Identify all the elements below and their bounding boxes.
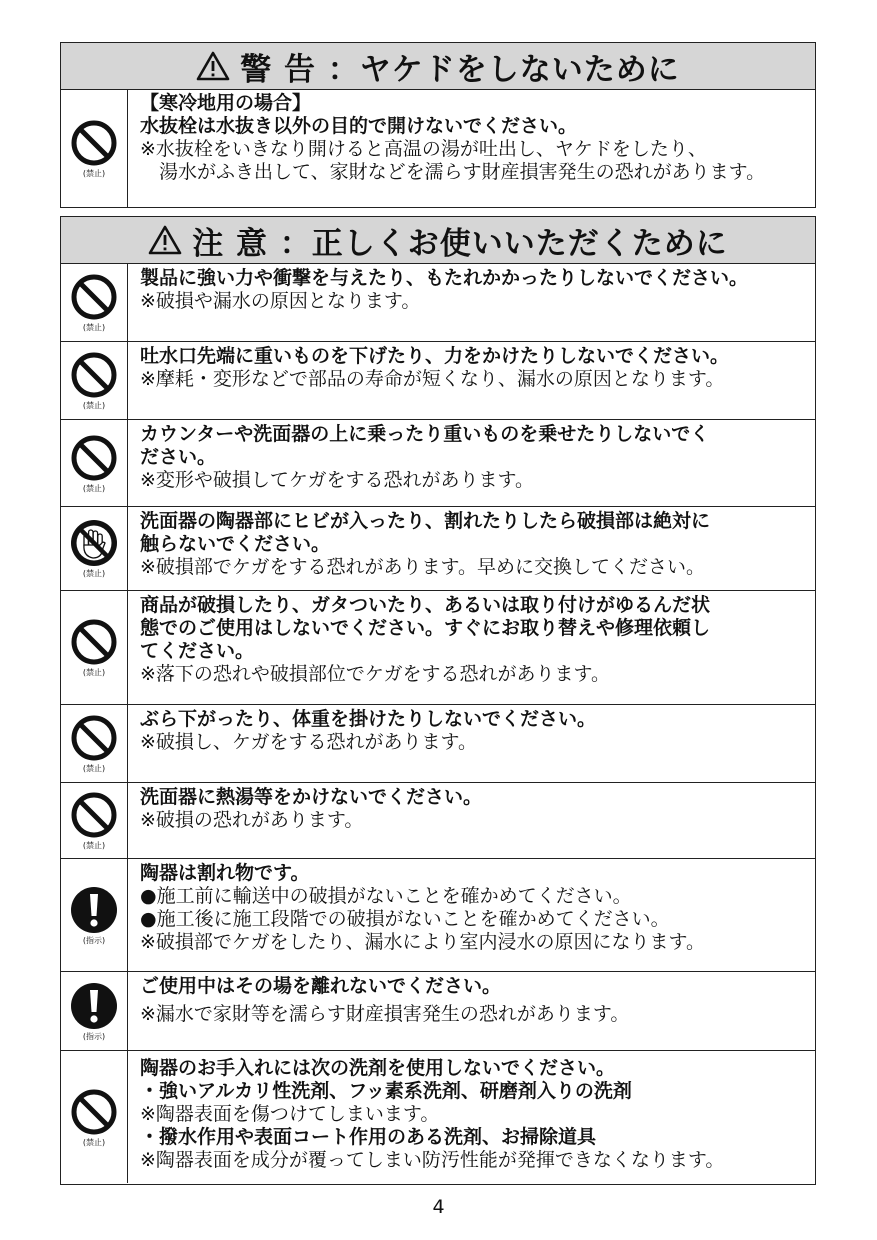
caution-header <box>61 217 815 264</box>
icon-caption: (禁止) <box>82 169 106 178</box>
caution-line: ※摩耗・変形などで部品の寿命が短くなり、漏水の原因となります。 <box>140 368 725 390</box>
text-cell <box>128 342 815 419</box>
mandatory-exclamation-icon <box>69 885 119 935</box>
caution-line: ださい。 <box>140 446 217 468</box>
warning-line: 湯水がふき出して、家財などを濡らす財産損害発生の恐れがあります。 <box>159 161 766 183</box>
prohibition-icon <box>69 350 119 400</box>
icon-cell <box>61 783 128 858</box>
caution-row <box>61 506 815 590</box>
caution-row <box>61 858 815 971</box>
warning-line: ※水抜栓をいきなり開けると高温の湯が吐出し、ヤケドをしたり、 <box>140 138 707 160</box>
prohibition-icon <box>69 617 119 667</box>
caution-line: てください。 <box>140 640 255 662</box>
icon-caption: (指示) <box>82 1031 106 1041</box>
caution-line: ・撥水作用や表面コート作用のある洗剤、お掃除道具 <box>140 1126 597 1148</box>
caution-line: ※落下の恐れや破損部位でケガをする恐れがあります。 <box>140 663 611 685</box>
caution-row <box>61 1050 815 1183</box>
caution-line: ご使用中はその場を離れないでください。 <box>140 975 502 997</box>
caution-line: ●施工後に施工段階での破損がないことを確かめてください。 <box>140 908 670 930</box>
icon-caption: (禁止) <box>82 668 106 677</box>
caution-line: 陶器のお手入れには次の洗剤を使用しないでください。 <box>140 1057 616 1079</box>
caution-triangle-icon <box>148 225 182 255</box>
mandatory-exclamation-icon <box>69 981 119 1031</box>
caution-line: 製品に強い力や衝撃を与えたり、もたれかかったりしないでください。 <box>140 267 749 289</box>
prohibition-icon <box>69 272 119 322</box>
prohibition-icon <box>69 1087 119 1137</box>
icon-cell <box>61 90 128 207</box>
caution-line: ※破損し、ケガをする恐れがあります。 <box>140 731 478 753</box>
caution-line: ※破損の恐れがあります。 <box>140 809 364 831</box>
caution-line: ※陶器表面を成分が覆ってしまい防汚性能が発揮できなくなります。 <box>140 1149 725 1171</box>
caution-line: ぶら下がったり、体重を掛けたりしないでください。 <box>140 708 597 730</box>
caution-line: 商品が破損したり、ガタついたり、あるいは取り付けがゆるんだ状 <box>140 594 711 616</box>
caution-line: ●施工前に輸送中の破損がないことを確かめてください。 <box>140 885 632 907</box>
warning-row <box>61 90 815 207</box>
caution-title: 注 意 ：正しくお使いいただくために <box>192 225 728 262</box>
caution-line: カウンターや洗面器の上に乗ったり重いものを乗せたりしないでく <box>140 423 710 445</box>
caution-line: 吐水口先端に重いものを下げたり、力をかけたりしないでください。 <box>140 345 730 367</box>
text-cell <box>128 420 815 506</box>
icon-cell <box>61 705 128 782</box>
warning-line: 【寒冷地用の場合】 <box>140 92 312 114</box>
text-cell <box>128 507 815 590</box>
warning-header <box>61 43 815 90</box>
caution-line: ・強いアルカリ性洗剤、フッ素系洗剤、研磨剤入りの洗剤 <box>140 1080 632 1102</box>
caution-row <box>61 782 815 858</box>
caution-line: 洗面器に熱湯等をかけないでください。 <box>140 786 483 808</box>
warning-box <box>60 42 816 208</box>
caution-line: ※変形や破損してケガをする恐れがあります。 <box>140 469 535 491</box>
prohibition-icon <box>69 713 119 763</box>
caution-line: ※破損部でケガをする恐れがあります。早めに交換してください。 <box>140 556 706 578</box>
text-cell <box>128 264 815 341</box>
icon-caption: (禁止) <box>82 401 106 410</box>
caution-line: ※破損や漏水の原因となります。 <box>140 290 421 312</box>
warning-triangle-icon <box>196 51 230 81</box>
text-cell <box>128 783 815 858</box>
caution-line: 態でのご使用はしないでください。すぐにお取り替えや修理依頼し <box>140 617 711 639</box>
caution-row <box>61 590 815 704</box>
caution-line: 陶器は割れ物です。 <box>140 862 310 884</box>
icon-cell <box>61 420 128 506</box>
prohibition-icon <box>69 790 119 840</box>
caution-line: 触らないでください。 <box>140 533 331 555</box>
icon-cell <box>61 342 128 419</box>
caution-line: ※漏水で家財等を濡らす財産損害発生の恐れがあります。 <box>140 1003 630 1025</box>
text-cell <box>128 705 815 782</box>
do-not-touch-icon <box>69 518 119 568</box>
caution-row <box>61 341 815 419</box>
icon-caption: (指示) <box>82 935 106 945</box>
caution-row <box>61 971 815 1050</box>
prohibition-icon <box>69 118 119 168</box>
icon-cell <box>61 264 128 341</box>
caution-row <box>61 264 815 341</box>
icon-caption: (禁止) <box>82 764 106 773</box>
page-number: 4 <box>432 1196 445 1218</box>
icon-cell <box>61 591 128 704</box>
warning-title: 警 告 ：ヤケドをしないために <box>240 51 680 88</box>
icon-cell <box>61 507 128 590</box>
text-cell <box>128 90 815 207</box>
caution-box <box>60 216 816 1185</box>
text-cell <box>128 1051 815 1183</box>
icon-caption: (禁止) <box>82 569 106 578</box>
caution-row <box>61 419 815 506</box>
icon-caption: (禁止) <box>82 323 106 332</box>
prohibition-icon <box>69 433 119 483</box>
icon-cell <box>61 859 128 971</box>
text-cell <box>128 972 815 1050</box>
caution-line: ※陶器表面を傷つけてしまいます。 <box>140 1103 440 1125</box>
caution-line: ※破損部でケガをしたり、漏水により室内浸水の原因になります。 <box>140 931 706 953</box>
icon-cell <box>61 1051 128 1183</box>
icon-caption: (禁止) <box>82 841 106 850</box>
icon-caption: (禁止) <box>82 1137 106 1147</box>
text-cell <box>128 591 815 704</box>
caution-line: 洗面器の陶器部にヒビが入ったり、割れたりしたら破損部は絶対に <box>140 510 711 532</box>
warning-line: 水抜栓は水抜き以外の目的で開けないでください。 <box>140 115 578 137</box>
icon-cell <box>61 972 128 1050</box>
icon-caption: (禁止) <box>82 483 106 493</box>
text-cell <box>128 859 815 971</box>
caution-row <box>61 704 815 782</box>
